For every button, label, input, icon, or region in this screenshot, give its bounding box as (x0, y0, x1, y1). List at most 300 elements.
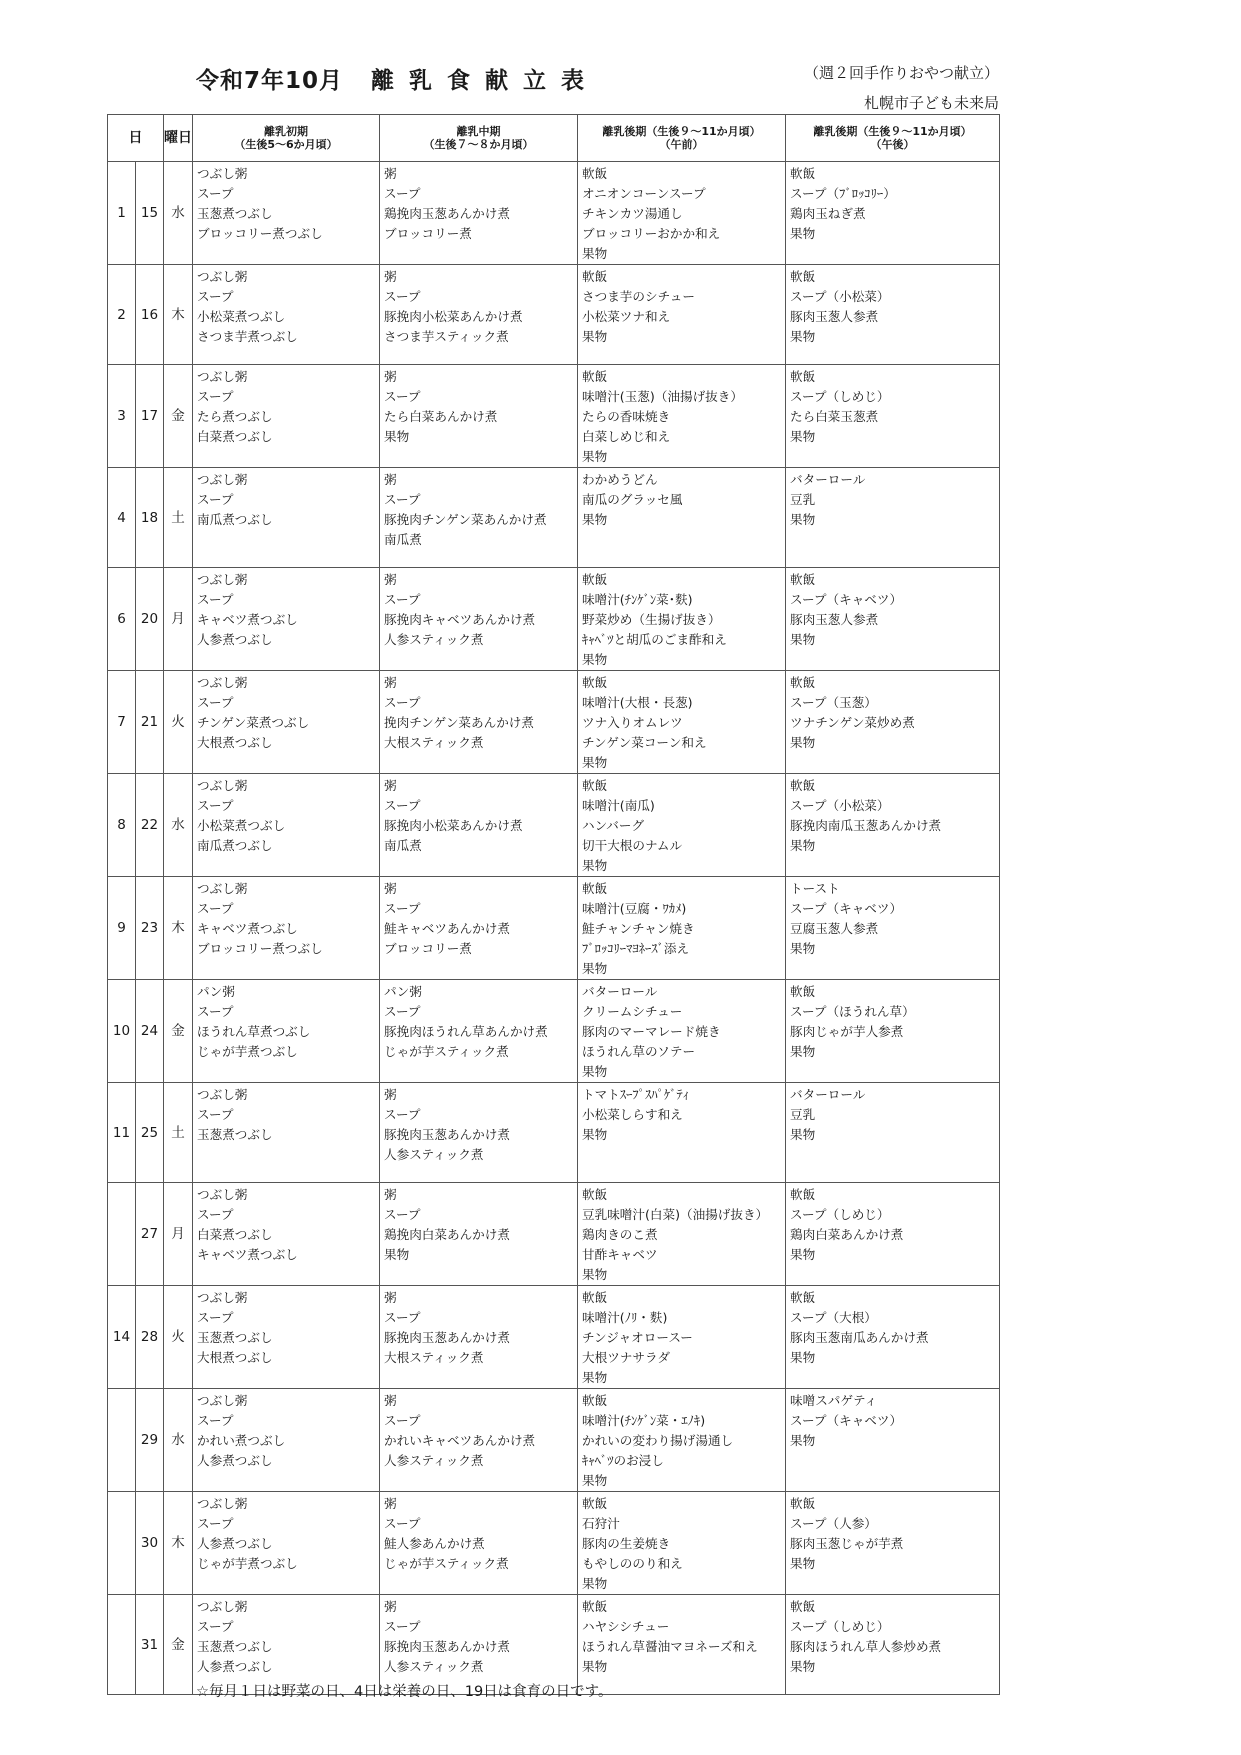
menu-item: 豚肉のマーマレード焼き (582, 1024, 721, 1039)
menu-item: 軟飯 (790, 1290, 816, 1305)
title-char: 乳 (409, 68, 434, 94)
menu-item: チキンカツ湯通し (582, 206, 683, 221)
menu-item: 豚肉玉葱南瓜あんかけ煮 (790, 1330, 929, 1345)
menu-item: スープ (384, 289, 421, 304)
menu-item: 鮭チャンチャン焼き (582, 921, 695, 936)
menu-item: 果物 (582, 449, 608, 464)
menu-item: 軟飯 (582, 778, 608, 793)
menu-item: ツナ入りオムレツ (582, 715, 683, 730)
menu-item: スープ (197, 389, 234, 404)
menu-item: 粥 (384, 472, 397, 487)
menu-item: 豚挽肉南瓜玉葱あんかけ煮 (790, 818, 942, 833)
menu-item: 軟飯 (790, 572, 816, 587)
menu-item: 果物 (790, 329, 816, 344)
menu-item: 白菜煮つぶし (197, 1227, 273, 1242)
row-number: 14 (108, 1286, 136, 1389)
menu-late-am (578, 1492, 786, 1595)
menu-item: 玉葱煮つぶし (197, 1330, 273, 1345)
menu-item: 南瓜のグラッセ風 (582, 492, 683, 507)
menu-row (108, 468, 1000, 568)
row-date: 16 (136, 265, 164, 365)
menu-item: 果物 (790, 1044, 816, 1059)
menu-early (193, 1389, 380, 1492)
menu-item: クリームシチュー (582, 1004, 683, 1019)
row-number: 9 (108, 877, 136, 980)
menu-item: ほうれん草煮つぶし (197, 1024, 311, 1039)
menu-item: スープ（ﾌﾞﾛｯｺﾘｰ） (790, 186, 896, 201)
menu-item: 南瓜煮つぶし (197, 838, 273, 853)
menu-early (193, 980, 380, 1083)
row-weekday: 水 (164, 774, 193, 877)
menu-item: 粥 (384, 1393, 397, 1408)
menu-item: ハヤシシチュー (582, 1619, 670, 1634)
menu-item: 大根ツナサラダ (582, 1350, 671, 1365)
menu-item: スープ (384, 1207, 421, 1222)
row-date: 27 (136, 1183, 164, 1286)
row-weekday: 金 (164, 365, 193, 468)
menu-late-pm (786, 671, 1000, 774)
menu-late-am (578, 568, 786, 671)
menu-late-pm (786, 468, 1000, 568)
menu-item: ブロッコリー煮 (384, 226, 472, 241)
menu-item: 玉葱煮つぶし (197, 206, 273, 221)
header-middle: 離乳中期 （生後７〜８か月頃） (380, 115, 578, 162)
menu-late-am (578, 980, 786, 1083)
menu-item: スープ（キャベツ） (790, 592, 903, 607)
menu-item: 大根スティック煮 (384, 1350, 484, 1365)
menu-item: バターロール (790, 472, 866, 487)
menu-item: ブロッコリー煮つぶし (197, 226, 323, 241)
menu-item: バターロール (790, 1087, 866, 1102)
menu-item: 軟飯 (790, 369, 816, 384)
row-date: 18 (136, 468, 164, 568)
menu-item: 果物 (582, 1473, 608, 1488)
menu-early (193, 468, 380, 568)
menu-item: つぶし粥 (197, 1290, 248, 1305)
menu-item: 果物 (582, 1576, 608, 1591)
row-weekday: 木 (164, 877, 193, 980)
title-char: 立 (523, 68, 548, 94)
menu-item: かれいの変わり揚げ湯通し (582, 1433, 734, 1448)
menu-middle (380, 671, 578, 774)
row-number: 3 (108, 365, 136, 468)
menu-item: 豚挽肉キャベツあんかけ煮 (384, 612, 536, 627)
menu-row (108, 1083, 1000, 1183)
menu-item: スープ (384, 186, 421, 201)
menu-item: 軟飯 (790, 1496, 816, 1511)
menu-item: 果物 (582, 1370, 608, 1385)
menu-item: トマトｽｰﾌﾟｽﾊﾟｹﾞﾃｨ (582, 1087, 690, 1102)
menu-row (108, 1286, 1000, 1389)
row-weekday: 金 (164, 980, 193, 1083)
menu-late-pm (786, 1083, 1000, 1183)
menu-item: じゃが芋煮つぶし (197, 1556, 298, 1571)
menu-item: 果物 (790, 1556, 816, 1571)
menu-item: ｷｬﾍﾞﾂのお浸し (582, 1453, 664, 1468)
menu-item: 果物 (790, 226, 816, 241)
menu-item: スープ (197, 186, 234, 201)
menu-late-am (578, 671, 786, 774)
menu-item: キャベツ煮つぶし (197, 612, 298, 627)
menu-item: つぶし粥 (197, 269, 248, 284)
menu-item: 豚挽肉玉葱あんかけ煮 (384, 1127, 510, 1142)
menu-late-pm (786, 1183, 1000, 1286)
menu-item: 豚挽肉玉葱あんかけ煮 (384, 1330, 510, 1345)
menu-item: 味噌汁(豆腐・ﾜｶﾒ) (582, 901, 687, 916)
title-char: 食 (447, 68, 472, 94)
menu-item: スープ（ほうれん草） (790, 1004, 915, 1019)
menu-item: チンゲン菜コーン和え (582, 735, 707, 750)
menu-item: 果物 (384, 429, 410, 444)
menu-row (108, 265, 1000, 365)
menu-item: 軟飯 (790, 984, 816, 999)
menu-item: 味噌汁(ﾉﾘ・麩) (582, 1310, 668, 1325)
title-char: 献 (485, 68, 510, 94)
menu-item: スープ（キャベツ） (790, 1413, 903, 1428)
menu-item: 果物 (582, 1267, 608, 1282)
menu-item: つぶし粥 (197, 166, 248, 181)
menu-item: 果物 (582, 1127, 608, 1142)
menu-item: 豆乳 (790, 1107, 816, 1122)
menu-item: 鶏肉きのこ煮 (582, 1227, 658, 1242)
menu-item: 軟飯 (790, 675, 816, 690)
menu-item: 豚肉の生姜焼き (582, 1536, 671, 1551)
menu-late-am (578, 1286, 786, 1389)
menu-item: スープ (384, 695, 421, 710)
menu-item: 味噌汁(南瓜) (582, 798, 655, 813)
menu-item: パン粥 (197, 984, 235, 999)
menu-item: 粥 (384, 1599, 397, 1614)
title-era: 令和7年10月 (196, 68, 344, 94)
menu-item: 果物 (582, 652, 608, 667)
menu-middle (380, 1389, 578, 1492)
menu-item: 粥 (384, 269, 397, 284)
row-weekday: 木 (164, 265, 193, 365)
menu-table (107, 114, 1000, 1695)
menu-item: 粥 (384, 1496, 397, 1511)
menu-item: スープ (197, 798, 234, 813)
menu-item: つぶし粥 (197, 778, 248, 793)
menu-late-am (578, 1389, 786, 1492)
menu-item: スープ (197, 1207, 234, 1222)
menu-item: スープ（玉葱） (790, 695, 877, 710)
menu-item: 軟飯 (582, 1290, 608, 1305)
menu-row (108, 1492, 1000, 1595)
row-number: 8 (108, 774, 136, 877)
menu-item: 果物 (582, 1064, 608, 1079)
menu-item: ハンバーグ (582, 818, 645, 833)
menu-item: つぶし粥 (197, 572, 248, 587)
menu-item: ブロッコリーおかか和え (582, 226, 721, 241)
menu-item: ほうれん草醤油マヨネーズ和え (582, 1639, 758, 1654)
menu-item: 果物 (790, 735, 816, 750)
menu-item: 粥 (384, 675, 397, 690)
menu-item: ほうれん草のソテー (582, 1044, 696, 1059)
menu-item: 果物 (790, 941, 816, 956)
row-number: 1 (108, 162, 136, 265)
menu-middle (380, 568, 578, 671)
menu-item: 玉葱煮つぶし (197, 1639, 273, 1654)
menu-item: 味噌汁(大根・長葱) (582, 695, 693, 710)
menu-item: スープ（しめじ） (790, 389, 890, 404)
menu-early (193, 1286, 380, 1389)
page-title (196, 62, 585, 95)
menu-item: つぶし粥 (197, 1496, 248, 1511)
header-early: 離乳初期 （生後5〜6か月頃） (193, 115, 380, 162)
row-date: 24 (136, 980, 164, 1083)
row-number: 11 (108, 1083, 136, 1183)
menu-item: スープ（しめじ） (790, 1619, 890, 1634)
menu-item: つぶし粥 (197, 881, 248, 896)
menu-middle (380, 265, 578, 365)
row-weekday: 水 (164, 162, 193, 265)
menu-item: スープ (384, 1619, 421, 1634)
menu-item: スープ (197, 1004, 234, 1019)
menu-late-pm (786, 1492, 1000, 1595)
menu-middle (380, 877, 578, 980)
menu-item: 玉葱煮つぶし (197, 1127, 273, 1142)
snack-note: （週２回手作りおやつ献立） (803, 64, 999, 82)
row-number: 6 (108, 568, 136, 671)
menu-item: たら白菜あんかけ煮 (384, 409, 498, 424)
menu-item: 軟飯 (790, 166, 816, 181)
row-weekday: 土 (164, 1083, 193, 1183)
menu-item: 果物 (582, 858, 608, 873)
menu-item: 軟飯 (790, 778, 816, 793)
menu-item: スープ (384, 389, 421, 404)
menu-item: 豚挽肉ほうれん草あんかけ煮 (384, 1024, 548, 1039)
menu-item: ツナチンゲン菜炒め煮 (790, 715, 915, 730)
menu-item: 人参煮つぶし (197, 1453, 273, 1468)
menu-item: 南瓜煮 (384, 838, 422, 853)
menu-item: スープ（人参） (790, 1516, 877, 1531)
row-date: 22 (136, 774, 164, 877)
row-number (108, 1595, 136, 1695)
menu-item: スープ（小松菜） (790, 289, 890, 304)
menu-item: 豚肉じゃが芋人参煮 (790, 1024, 904, 1039)
menu-item: 果物 (582, 512, 608, 527)
row-number: 4 (108, 468, 136, 568)
row-date: 20 (136, 568, 164, 671)
row-weekday: 木 (164, 1492, 193, 1595)
menu-row (108, 877, 1000, 980)
menu-item: 粥 (384, 1087, 397, 1102)
menu-item: 軟飯 (582, 369, 608, 384)
menu-late-pm (786, 774, 1000, 877)
menu-middle (380, 162, 578, 265)
menu-item: 小松菜しらす和え (582, 1107, 683, 1122)
row-date: 31 (136, 1595, 164, 1695)
header-day: 日 (108, 115, 164, 162)
menu-item: チンゲン菜煮つぶし (197, 715, 310, 730)
menu-item: わかめうどん (582, 472, 658, 487)
menu-late-pm (786, 365, 1000, 468)
menu-item: 軟飯 (582, 1599, 608, 1614)
menu-item: 人参スティック煮 (384, 632, 484, 647)
menu-item: 鶏肉玉ねぎ煮 (790, 206, 866, 221)
menu-item: スープ (197, 901, 234, 916)
menu-item: 果物 (790, 838, 816, 853)
menu-item: 小松菜ツナ和え (582, 309, 671, 324)
menu-late-pm (786, 162, 1000, 265)
menu-middle (380, 980, 578, 1083)
menu-item: スープ (384, 1004, 421, 1019)
menu-item: オニオンコーンスープ (582, 186, 706, 201)
header-late-pm: 離乳後期（生後９〜11か月頃） （午後） (786, 115, 1000, 162)
menu-item: スープ (197, 1413, 234, 1428)
menu-item: たら煮つぶし (197, 409, 273, 424)
menu-late-pm (786, 1389, 1000, 1492)
menu-item: ブロッコリー煮つぶし (197, 941, 323, 956)
menu-item: 豚肉玉葱人参煮 (790, 309, 879, 324)
menu-middle (380, 365, 578, 468)
menu-item: 大根煮つぶし (197, 1350, 273, 1365)
menu-item: 人参煮つぶし (197, 1536, 273, 1551)
menu-item: 果物 (790, 1127, 816, 1142)
menu-item: 甘酢キャベツ (582, 1247, 658, 1262)
menu-early (193, 1492, 380, 1595)
menu-item: 果物 (384, 1247, 410, 1262)
menu-item: つぶし粥 (197, 1599, 248, 1614)
menu-item: 粥 (384, 1187, 397, 1202)
menu-item: ｷｬﾍﾞﾂと胡瓜のごま酢和え (582, 632, 727, 647)
menu-early (193, 568, 380, 671)
menu-item: つぶし粥 (197, 675, 248, 690)
menu-item: 軟飯 (790, 1599, 816, 1614)
menu-item: 軟飯 (582, 1187, 608, 1202)
menu-item: スープ (384, 901, 421, 916)
menu-item: 軟飯 (582, 675, 608, 690)
menu-early (193, 1183, 380, 1286)
menu-item: チンジャオロースー (582, 1330, 693, 1345)
menu-item: ブロッコリー煮 (384, 941, 472, 956)
menu-item: じゃが芋スティック煮 (384, 1556, 509, 1571)
menu-row (108, 1183, 1000, 1286)
menu-item: 豚挽肉小松菜あんかけ煮 (384, 309, 523, 324)
menu-middle (380, 468, 578, 568)
menu-item: スープ（小松菜） (790, 798, 890, 813)
menu-item: つぶし粥 (197, 1393, 248, 1408)
menu-item: 軟飯 (582, 881, 608, 896)
menu-late-pm (786, 877, 1000, 980)
menu-row (108, 980, 1000, 1083)
menu-item: 果物 (582, 329, 608, 344)
menu-item: 果物 (582, 1659, 608, 1674)
row-date: 25 (136, 1083, 164, 1183)
menu-item: 果物 (790, 512, 816, 527)
menu-item: かれい煮つぶし (197, 1433, 286, 1448)
menu-late-am (578, 162, 786, 265)
menu-item: 果物 (790, 1350, 816, 1365)
menu-item: 南瓜煮 (384, 532, 422, 547)
menu-item: スープ（キャベツ） (790, 901, 903, 916)
menu-item: 軟飯 (582, 1393, 608, 1408)
menu-item: 人参スティック煮 (384, 1147, 484, 1162)
menu-item: 味噌スパゲティ (790, 1393, 878, 1408)
menu-middle (380, 1083, 578, 1183)
menu-late-pm (786, 265, 1000, 365)
menu-item: スープ（大根） (790, 1310, 877, 1325)
menu-early (193, 877, 380, 980)
menu-item: 味噌汁(玉葱)（油揚げ抜き） (582, 389, 743, 404)
menu-item: スープ (384, 592, 421, 607)
menu-item: スープ（しめじ） (790, 1207, 890, 1222)
organization-name: 札幌市子ども未来局 (863, 94, 999, 112)
menu-item: 人参スティック煮 (384, 1659, 484, 1674)
menu-item: スープ (384, 1310, 421, 1325)
menu-item: トースト (790, 881, 840, 896)
menu-item: 鶏挽肉白菜あんかけ煮 (384, 1227, 510, 1242)
menu-item: スープ (384, 1516, 421, 1531)
menu-item: さつま芋のシチュー (582, 289, 695, 304)
menu-item: キャベツ煮つぶし (197, 1247, 298, 1262)
menu-item: 果物 (790, 632, 816, 647)
menu-item: 鮭人参あんかけ煮 (384, 1536, 485, 1551)
menu-item: 軟飯 (582, 269, 608, 284)
menu-item: たらの香味焼き (582, 409, 671, 424)
menu-item: じゃが芋煮つぶし (197, 1044, 298, 1059)
menu-item: 豚挽肉チンゲン菜あんかけ煮 (384, 512, 547, 527)
menu-item: スープ (197, 289, 234, 304)
menu-row (108, 671, 1000, 774)
menu-item: 鮭キャベツあんかけ煮 (384, 921, 510, 936)
row-weekday: 土 (164, 468, 193, 568)
menu-item: 果物 (582, 755, 608, 770)
menu-item: 人参煮つぶし (197, 1659, 273, 1674)
footer-note: ☆毎月１日は野菜の日、4日は栄養の日、19日は食育の日です。 (196, 1684, 613, 1700)
menu-item: スープ (197, 592, 234, 607)
menu-late-pm (786, 1286, 1000, 1389)
menu-item: パン粥 (384, 984, 422, 999)
menu-early (193, 1083, 380, 1183)
menu-row (108, 365, 1000, 468)
row-number (108, 1389, 136, 1492)
menu-late-am (578, 774, 786, 877)
row-weekday: 火 (164, 671, 193, 774)
menu-middle (380, 774, 578, 877)
menu-item: つぶし粥 (197, 369, 248, 384)
menu-item: 果物 (582, 246, 608, 261)
row-weekday: 金 (164, 1595, 193, 1695)
menu-item: スープ (384, 798, 421, 813)
menu-late-pm (786, 568, 1000, 671)
menu-early (193, 365, 380, 468)
menu-row (108, 162, 1000, 265)
menu-early (193, 265, 380, 365)
menu-row (108, 568, 1000, 671)
menu-item: 豆乳味噌汁(白菜)（油揚げ抜き） (582, 1207, 769, 1222)
menu-item: 野菜炒め（生揚げ抜き） (582, 612, 721, 627)
row-weekday: 月 (164, 568, 193, 671)
menu-item: 軟飯 (582, 572, 608, 587)
menu-item: 石狩汁 (582, 1516, 620, 1531)
menu-item: さつま芋スティック煮 (384, 329, 509, 344)
menu-item: 豆乳 (790, 492, 816, 507)
header-weekday: 曜日 (164, 115, 193, 162)
row-date: 17 (136, 365, 164, 468)
menu-item: 大根スティック煮 (384, 735, 484, 750)
menu-middle (380, 1492, 578, 1595)
menu-item: 白菜煮つぶし (197, 429, 273, 444)
menu-item: 粥 (384, 166, 397, 181)
menu-item: さつま芋煮つぶし (197, 329, 298, 344)
title-char: 離 (371, 68, 396, 94)
menu-item: もやしののり和え (582, 1556, 683, 1571)
menu-middle (380, 1183, 578, 1286)
menu-item: 小松菜煮つぶし (197, 818, 286, 833)
menu-item: 豚挽肉小松菜あんかけ煮 (384, 818, 523, 833)
title-char: 表 (561, 68, 586, 94)
